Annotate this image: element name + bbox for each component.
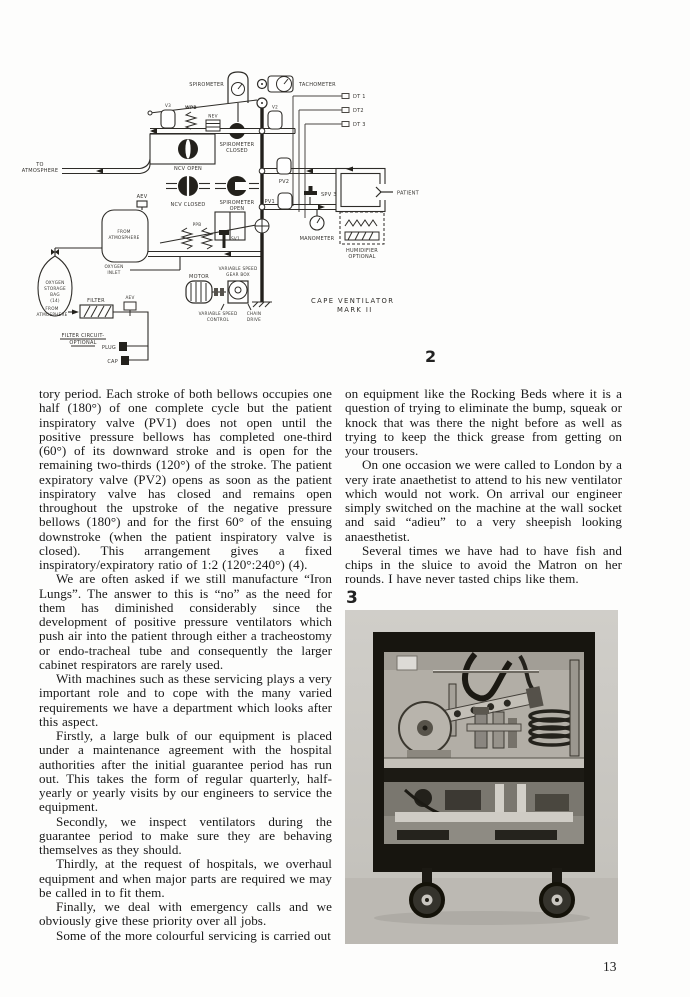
diagram-label-aev: AEV — [136, 194, 148, 200]
diagram-label-plug: PLUG — [101, 345, 116, 351]
paragraph: Firstly, a large bulk of our equipment is placed under a maintenance agreement with the hospital authorities after the initial guarantee period has run out. This takes the form of regular quarterly, half-yearly or yearly visits by our engineers to service the equipment. — [39, 728, 332, 815]
paragraph: Thirdly, at the request of hospitals, we overhaul equipment and when major parts are required we may be called in to fit them. — [39, 856, 332, 900]
diagram-label-pv2: PV2 — [278, 179, 290, 185]
paragraph: We are often asked if we still manufacture “Iron Lungs”. The answer to this is “no” as the need for them has diminished considerably since the development of positive pressure ventilators which push air into the patient through either a tracheostomy or endo-tracheal tube and consequently the larger cabinet respirators are rarely used. — [39, 571, 332, 672]
diagram-label-oxygen-inlet: OXYGEN — [104, 264, 124, 269]
diagram-label-filter-from-2: ATMOSPHERE — [36, 312, 68, 317]
diagram-label-patient: PATIENT — [397, 190, 419, 197]
diagram-label-chain-drive-2: DRIVE — [246, 317, 262, 322]
patient-connection — [376, 184, 393, 200]
diagram-label-gearbox: VARIABLE SPEED — [218, 266, 258, 271]
diagram-label-spirometer: SPIROMETER — [189, 82, 224, 88]
diagram-label-ncv-open: NCV OPEN — [173, 166, 203, 172]
diagram-label-chain-drive: CHAIN — [246, 311, 262, 316]
diagram-label-v3: V3 — [164, 103, 172, 108]
diagram-label-spirometer-closed-2: CLOSED — [226, 148, 248, 154]
spv3-valve — [304, 186, 317, 195]
diagram-label-speed-control-2: CONTROL — [206, 317, 230, 322]
diagram-label-manometer: MANOMETER — [299, 236, 335, 242]
diagram-label-cap: CAP — [107, 359, 118, 365]
diagram-label-ncv-closed: NCV CLOSED — [170, 202, 206, 208]
bellows-valves — [161, 110, 292, 209]
diagram-label-spirometer-closed: SPIROMETER — [219, 142, 255, 148]
diagram-label-filter-circuit-2: OPTIONAL — [69, 340, 97, 346]
paragraph: Secondly, we inspect ventilators during the guarantee period to make sure they are behaving themselves as they should. — [39, 813, 332, 857]
plug-symbol — [119, 342, 127, 351]
figure-caption-line2: MARK II — [337, 306, 373, 314]
diagram-label-gearbox-2: GEAR BOX — [226, 272, 250, 277]
diagram-label-filter-circuit: FILTER CIRCUIT- — [61, 333, 105, 339]
diagram-label-v2: V2 — [271, 104, 279, 110]
diagram-label-motor: MOTOR — [189, 274, 209, 280]
ppb-springs — [182, 228, 212, 249]
diagram-label-spv3: SPV 3 — [321, 192, 337, 198]
nev-block — [206, 120, 220, 131]
diagram-label-to-atmosphere-2: ATMOSPHERE — [21, 168, 59, 174]
diagram-label-oxygen-inlet-2: INLET — [107, 270, 121, 275]
diagram-label-sv1: SV1 — [231, 236, 240, 241]
diagram-label-ppb: PPB — [192, 222, 202, 227]
paragraph: Some of the more colourful servicing is carried out — [56, 927, 331, 943]
gearbox-symbol — [221, 281, 251, 310]
right-column — [345, 387, 622, 944]
paragraph: With machines such as these servicing plays a very important role and to cope with the many varied requirements we have a department which looks after this aspect. — [39, 671, 332, 729]
spirometer-symbol — [228, 72, 248, 103]
figure-3-number: 3 — [346, 587, 358, 608]
diagram-label-oxygen-bag: OXYGEN — [45, 280, 65, 285]
diagram-label-wpb: WPB — [185, 105, 197, 110]
manometer-symbol — [310, 216, 324, 230]
page-number: 13 — [603, 959, 617, 974]
paragraph: Finally, we deal with emergency calls and we obviously give these priority over all jobs. — [39, 899, 332, 929]
diagram-label-from-atmosphere: FROM — [117, 229, 131, 234]
figure-caption: CAPE VENTILATOR — [311, 297, 395, 305]
figure-3-photo — [345, 610, 618, 944]
left-column — [39, 387, 332, 943]
diagram-label-filter-aev: AEV — [125, 295, 135, 300]
humidifier-symbol — [340, 212, 384, 244]
diagram-label-nev: NEV — [208, 113, 218, 119]
diagram-label-filter-from: FROM — [45, 306, 59, 311]
diagram-label-oxygen-bag-3: BAG — [50, 292, 60, 297]
diagram-label-oxygen-bag-2: STORAGE — [44, 286, 66, 291]
cap-symbol — [121, 356, 129, 365]
diagram-label-humidifier: HUMIDIFIER — [345, 248, 379, 254]
figure-2-number: 2 — [425, 347, 437, 366]
diagram-label-tachometer: TACHOMETER — [299, 82, 336, 88]
diagram-label-from-atmosphere-2: ATMOSPHERE — [108, 235, 140, 240]
wpb-spring — [186, 112, 196, 129]
sv1-valve — [219, 230, 229, 248]
paragraph: On one occasion we were called to London by a very irate anaethetist to attend to his new ventilator which would not work. On arrival our engineer simply switched on the machine at the wall socket and said “adieu” to a very sheepish looking anaesthetist. — [345, 457, 622, 544]
diagram-label-pv1: PV1 — [264, 199, 275, 205]
diagram-label-dt3: DT 3 — [353, 122, 366, 128]
diagram-label-humidifier-2: OPTIONAL — [348, 254, 376, 260]
paragraph: on equipment like the Rocking Beds where it is a question of trying to eliminate the bump, squeak or knock that was there the night before as well as trying to keep the thick grease from getting on your trousers. — [345, 386, 622, 458]
diagram-label-dt1: DT 1 — [353, 94, 366, 100]
filter-block — [80, 302, 136, 318]
diagram-label-dt2: DT2 — [353, 108, 364, 114]
diagram-label-oxygen-bag-4: (14) — [50, 298, 60, 303]
diagram-label-spirometer-open: SPIROMETER — [219, 200, 255, 206]
diagram-label-filter: FILTER — [87, 298, 105, 304]
diagram-label-speed-control: VARIABLE SPEED — [198, 311, 238, 316]
paragraph: tory period. Each stroke of both bellows occupies one half (180°) of one complete cycle but the patient inspiratory valve (PV1) does not open until the positive pressure bellows has completed one-third (60°) of its downward stroke and is open for the remaining two-thirds (120°) of the stroke. The patient expiratory valve (PV2) opens as soon as the patient inspiratory valve has closed and remains open throughout the upstroke of the negative pressure bellows (180°) and for the first 60° of the ensuing downstroke (when the patient inspiratory valve is closed). This arrangement gives a fixed inspiratory/expiratory ratio of 1:2 (120°:240°) (4). — [39, 386, 332, 572]
diagram-label-to-atmosphere: TO — [36, 162, 44, 168]
ventilator-circuit-diagram — [0, 0, 690, 375]
diagram-label-spirometer-open-2: OPEN — [229, 206, 245, 212]
paragraph: Several times we have had to have fish and chips in the sluice to avoid the Matron on her rounds. I have never tasted chips like them. — [345, 542, 622, 587]
